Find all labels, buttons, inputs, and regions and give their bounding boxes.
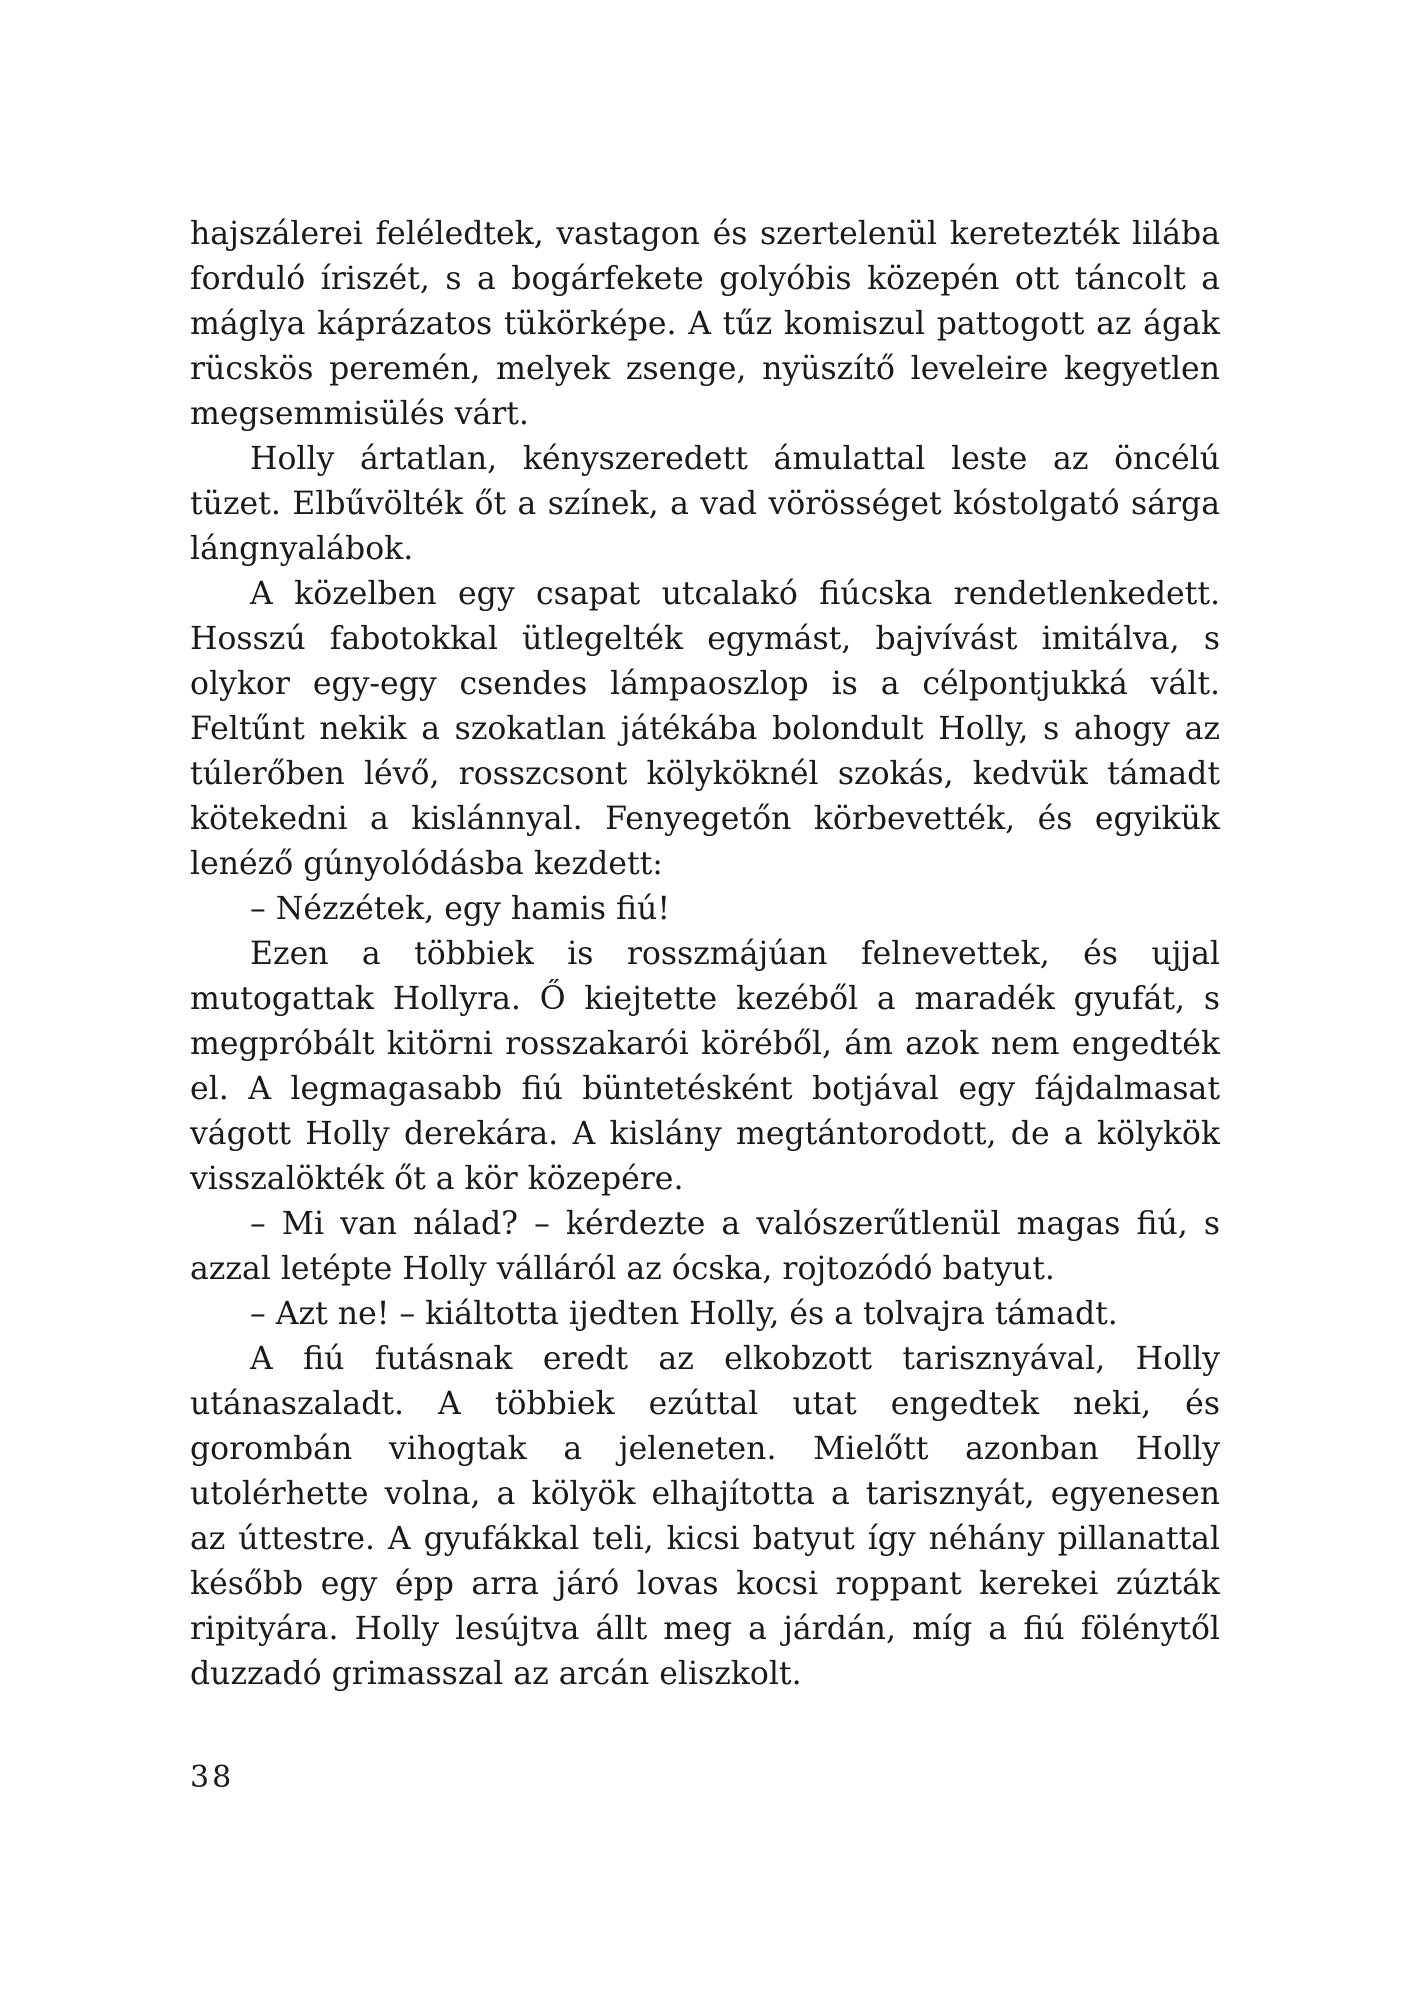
page-number: 38	[190, 1760, 235, 1795]
paragraph-6: – Mi van nálad? – kérdezte a valószerűtlenül magas fiú, s azzal letépte Holly válláról az ócska, rojtozódó batyut.	[190, 1206, 1220, 1287]
paragraph-8: A fiú futásnak eredt az elkobzott tarisznyával, Holly utánaszaladt. A többiek ezúttal utat engedtek neki, és gorombán vihogtak a jeleneten. Mielőtt azonban Holly utolérhette volna, a kölyök elhajította a tarisznyát, egyenesen az úttestre. A gyufákkal teli, kicsi batyut így néhány pillanattal később egy épp arra járó lovas kocsi roppant kerekei zúzták ripityára. Holly lesújtva állt meg a járdán, míg a fiú fölénytől duzzadó grimasszal az arcán eliszkolt.	[190, 1341, 1220, 1692]
paragraph-3: A közelben egy csapat utcalakó fiúcska rendetlenkedett. Hosszú fabotokkal ütlegelték egymást, bajvívást imitálva, s olykor egy-egy csendes lámpaoszlop is a célpontjukká vált. Feltűnt nekik a szokatlan játékába bolondult Holly, s ahogy az túlerőben lévő, rosszcsont kölyköknél szokás, kedvük támadt kötekedni a kislánnyal. Fenyegetőn körbevették, és egyikük lenéző gúnyolódásba kezdett:	[190, 576, 1220, 882]
paragraph-2: Holly ártatlan, kényszeredett ámulattal leste az öncélú tüzet. Elbűvölték őt a színek, a vad vörösséget kóstolgató sárga lángnyalábok.	[190, 441, 1220, 567]
body-text	[190, 212, 1220, 1697]
paragraph-7: – Azt ne! – kiáltotta ijedten Holly, és a tolvajra támadt.	[250, 1296, 1118, 1332]
paragraph-1: hajszálerei feléledtek, vastagon és szertelenül keretezték lilába forduló íriszét, s a bogárfekete golyóbis közepén ott táncolt a máglya káprázatos tükörképe. A tűz komiszul pattogott az ágak rücskös peremén, melyek zsenge, nyüszítő leveleire kegyetlen megsemmisülés várt.	[190, 216, 1220, 432]
paragraph-4: – Nézzétek, egy hamis fiú!	[250, 891, 670, 927]
paragraph-5: Ezen a többiek is rosszmájúan felnevettek, és ujjal mutogattak Hollyra. Ő kiejtette kezéből a maradék gyufát, s megpróbált kitörni rosszakarói köréből, ám azok nem engedték el. A legmagasabb fiú büntetésként botjával egy fájdalmasat vágott Holly derekára. A kislány megtántorodott, de a kölykök visszalökték őt a kör közepére.	[190, 936, 1220, 1197]
